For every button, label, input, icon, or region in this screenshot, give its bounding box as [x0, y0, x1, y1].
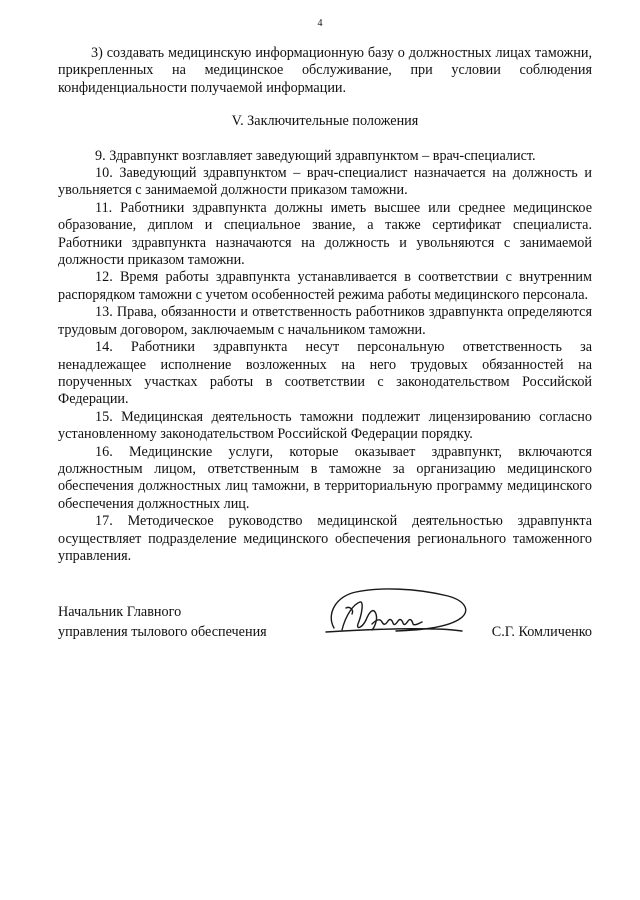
signature-block [58, 604, 592, 654]
document-body [58, 45, 592, 565]
signatory-role-line2: управления тылового обеспечения [58, 624, 267, 640]
page-number: 4 [317, 18, 323, 29]
paragraph-10: 10. Заведующий здравпунктом – врач-специалист назначается на должность и увольняется с занимаемой должности приказом таможни. [58, 165, 592, 199]
paragraph-11: 11. Работники здравпункта должны иметь высшее или среднее медицинское образование, диплом и специальное звание, а также сертификат специалиста. Работники здравпункта назначаются на должность и увольняются с занимаемой должности приказом таможни. [58, 199, 592, 269]
paragraph-13: 13. Права, обязанности и ответственность работников здравпункта определяются трудовым договором, заключаемым с начальником таможни. [58, 304, 592, 338]
paragraph-16: 16. Медицинские услуги, которые оказывает здравпункт, включаются должностным лицом, ответственным в таможне за организацию медицинского обеспечения должностных лиц таможни, в территориальную программу медицинского обеспечения должностных лиц. [58, 443, 592, 512]
paragraph-17: 17. Методическое руководство медицинской деятельностью здравпункта осуществляет подразделение медицинского обеспечения регионального таможенного управления. [58, 513, 592, 564]
paragraph-14: 14. Работники здравпункта несут персональную ответственность за ненадлежащее исполнение возложенных на него трудовых обязанностей на порученных участках работы в соответствии с законодательством Российской Федерации. [58, 339, 592, 408]
paragraph-9: 9. Здравпункт возглавляет заведующий здравпунктом – врач-специалист. [95, 147, 536, 164]
signatory-role-line1: Начальник Главного [58, 604, 182, 620]
paragraph-12: 12. Время работы здравпункта устанавливается в соответствии с внутренним распорядком таможни с учетом особенностей режима работы медицинского персонала. [58, 269, 592, 303]
signatory-name: С.Г. Комличенко [491, 624, 592, 640]
paragraph-15: 15. Медицинская деятельность таможни подлежит лицензированию согласно установленному законодательством Российской Федерации порядку. [58, 408, 592, 443]
paragraph-item-3: 3) создавать медицинскую информационную базу о должностных лицах таможни, прикрепленных на медицинское обслуживание, при условии соблюдения конфиденциальности получаемой информации. [58, 45, 592, 96]
section-title: V. Заключительные положения [231, 113, 419, 130]
